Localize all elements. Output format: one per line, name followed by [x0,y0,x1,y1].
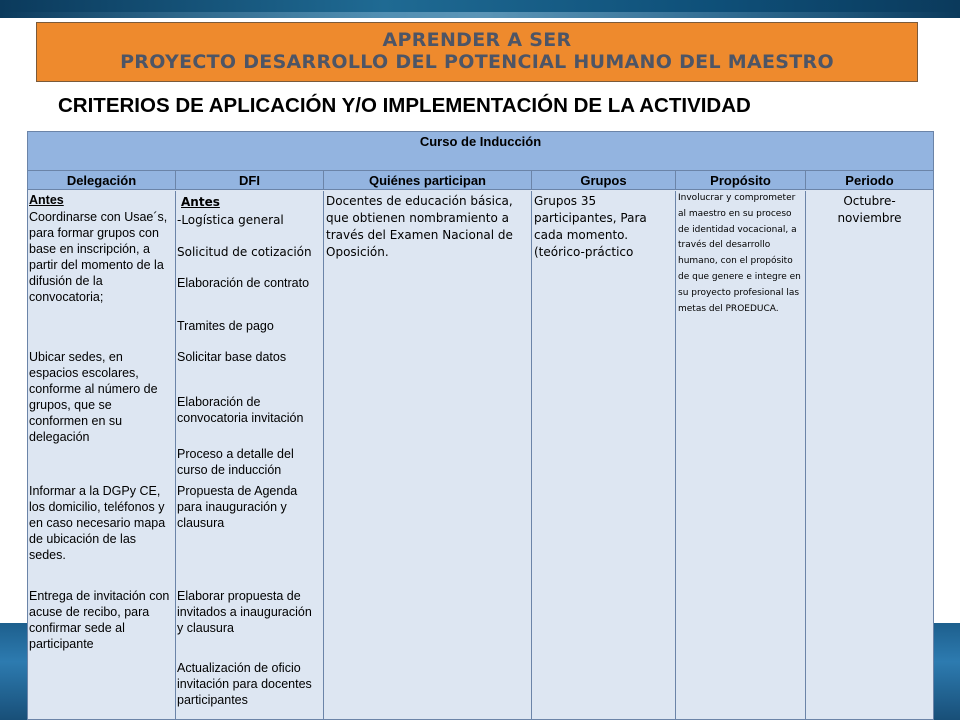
col-header-dfi: DFI [176,171,324,190]
title-line-2: PROYECTO DESARROLLO DEL POTENCIAL HUMANO DEL MAESTRO [120,51,834,73]
top-decorative-bar [0,0,960,18]
col-header-periodo: Periodo [806,171,933,190]
dfi-item-3: Elaboración de contrato [177,276,310,290]
participantes-text: Docentes de educación básica, que obtienen nombramiento a través del Examen Nacional de Oposición. [326,194,513,259]
col-header-grupos: Grupos [532,171,676,190]
delegacion-antes: Antes [29,193,64,207]
participantes-cell [324,191,532,719]
title-banner [36,22,918,82]
dfi-item-2: Solicitud de cotización [177,245,312,259]
dfi-item-8: Propuesta de Agenda para inauguración y clausura [177,484,298,530]
dfi-item-5: Solicitar base datos [177,350,287,364]
dfi-antes: Antes [181,195,220,209]
grupos-cell [532,191,676,719]
col-header-delegacion: Delegación [28,171,176,190]
delegacion-cell [28,191,176,719]
page-subtitle: CRITERIOS DE APLICACIÓN Y/O IMPLEMENTACIÓN DE LA ACTIVIDAD [58,94,751,117]
proposito-cell [676,191,806,719]
dfi-item-6: Elaboración de convocatoria invitación [177,395,304,425]
grupos-text: Grupos 35 participantes, Para cada momento. (teórico-práctico [534,194,647,259]
dfi-item-10: Actualización de oficio invitación para docentes participantes [177,661,312,707]
proposito-text: Involucrar y comprometer al maestro en su proceso de identidad vocacional, a través del desarrollo humano, con el propósito de que genere e integre en su proyecto profesional las metas del PROEDUCA. [678,193,801,314]
delegacion-item-4: Entrega de invitación con acuse de recibo, para confirmar sede al participante [29,589,170,651]
delegacion-item-3: Informar a la DGPy CE, los domicilio, teléfonos y en caso necesario mapa de ubicación de las sedes. [29,484,166,562]
title-line-1: APRENDER A SER [382,29,572,51]
periodo-text: Octubre- noviembre [837,194,902,225]
delegacion-item-2: Ubicar sedes, en espacios escolares, conforme al número de grupos, que se conformen en su delegación [29,350,158,444]
dfi-cell [176,191,324,719]
periodo-cell [806,191,933,719]
dfi-item-9: Elaborar propuesta de invitados a inauguración y clausura [177,589,312,635]
course-title: Curso de Inducción [28,132,933,171]
dfi-item-4: Tramites de pago [177,319,274,333]
dfi-item-1: -Logística general [177,213,284,227]
col-header-participantes: Quiénes participan [324,171,532,190]
criteria-table [27,131,934,720]
dfi-item-7: Proceso a detalle del curso de inducción [177,447,294,477]
delegacion-item-1: Coordinarse con Usae´s, para formar grupos con base en inscripción, a partir del momento de la difusión de la convocatoria; [29,210,168,304]
col-header-proposito: Propósito [676,171,806,190]
